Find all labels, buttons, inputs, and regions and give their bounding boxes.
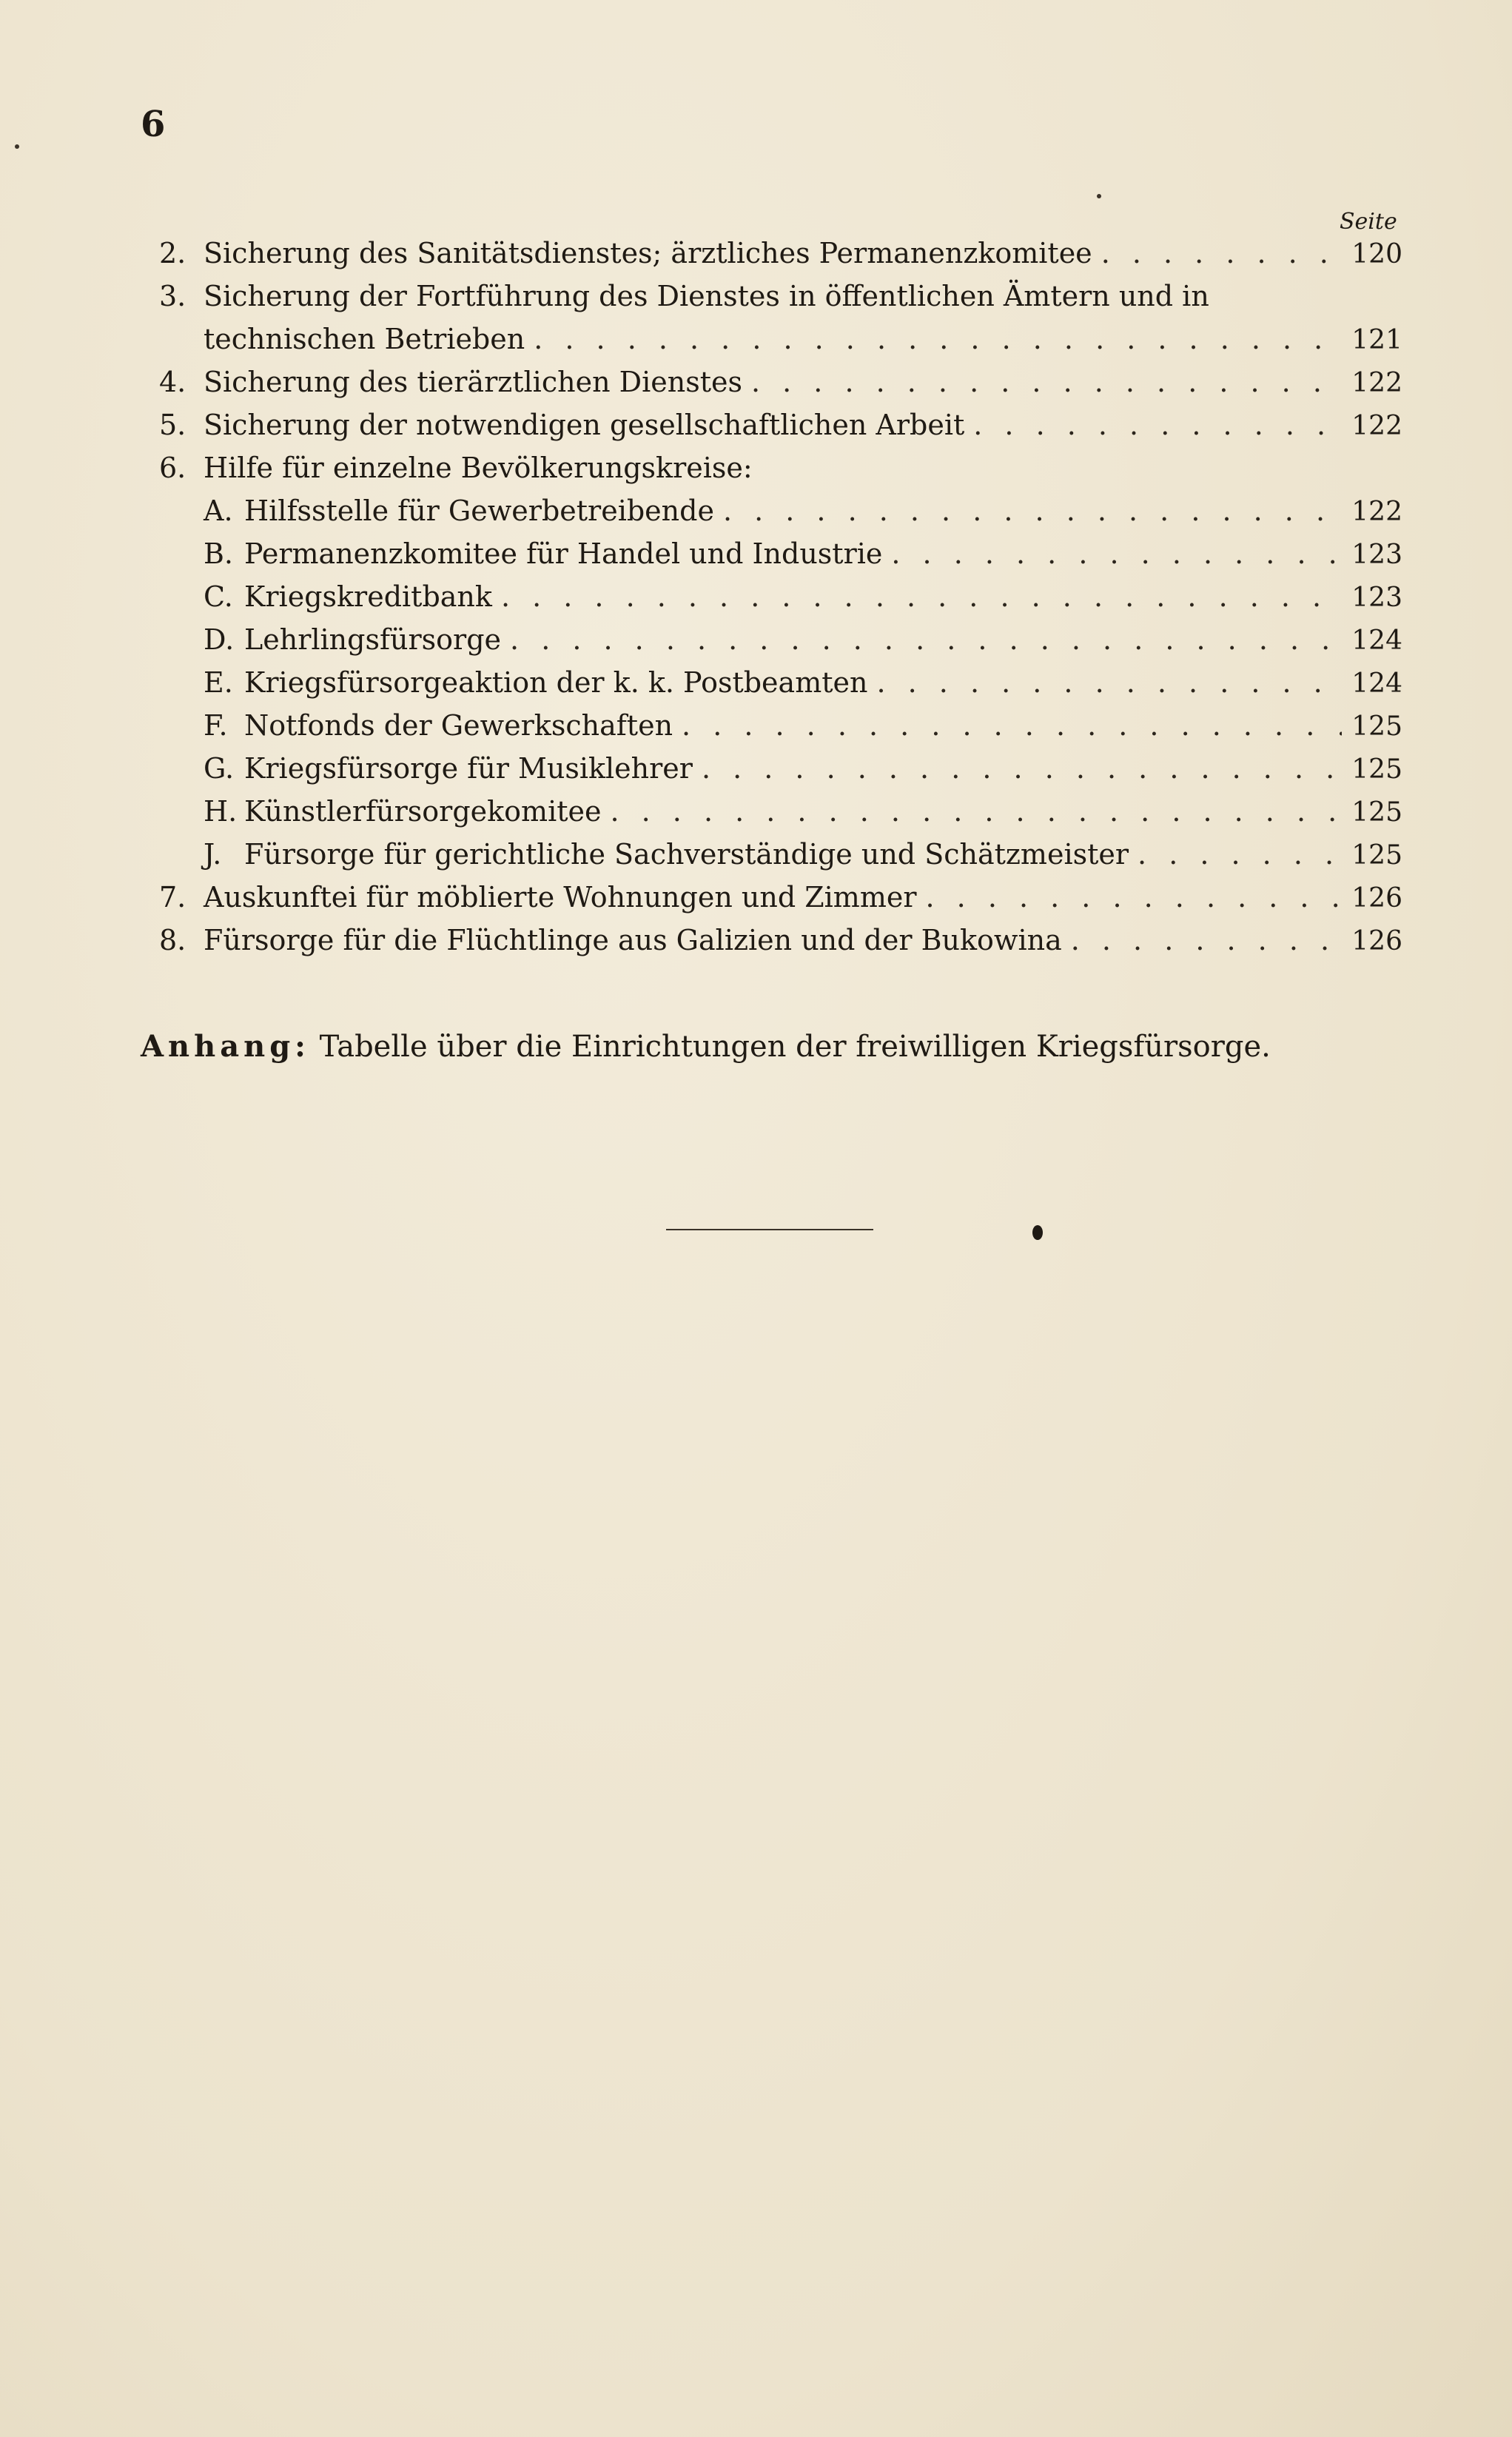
toc-entry-title: Hilfsstelle für Gewerbetreibende	[244, 495, 714, 527]
toc-entry-number: B.	[204, 537, 234, 570]
toc-leader-dots	[751, 366, 1342, 398]
toc-entry-title: Lehrlingsfürsorge	[244, 623, 502, 656]
toc-entry-page: 126	[1351, 926, 1402, 956]
appendix-line	[141, 1029, 1271, 1064]
appendix-text: Tabelle über die Einrichtungen der freiwilligen Kriegsfürsorge.	[319, 1030, 1271, 1064]
toc-leader-dots	[973, 409, 1342, 441]
toc-leader-dots	[891, 537, 1342, 570]
page-number: 6	[141, 104, 166, 145]
toc-entry-number: A.	[204, 495, 233, 527]
toc-entry	[159, 537, 1402, 580]
toc-entry-page: 120	[1351, 239, 1402, 269]
toc-entry-title: Permanenzkomitee für Handel und Industrie	[244, 537, 883, 570]
toc-entry-title: Fürsorge für die Flüchtlinge aus Galizien und der Bukowina	[204, 924, 1062, 956]
toc-entry	[159, 795, 1402, 838]
ink-speck	[15, 144, 19, 149]
toc-entry	[159, 495, 1402, 537]
toc-entry	[159, 881, 1402, 924]
toc-entry	[159, 409, 1402, 452]
ink-dot	[1032, 1225, 1043, 1240]
toc-entry-number: 2.	[159, 237, 187, 269]
toc-leader-dots	[510, 623, 1342, 656]
toc-entry-number: F.	[204, 709, 228, 742]
toc-entry-title: Kriegskreditbank	[244, 580, 492, 613]
toc-entry-title: Künstlerfürsorgekomitee	[244, 795, 602, 828]
toc-leader-dots	[682, 709, 1342, 742]
toc-entry-page: 125	[1351, 840, 1402, 871]
toc-entry-title: Sicherung der Fortführung des Dienstes in öffentlichen Ämtern und in	[204, 280, 1209, 312]
toc-entry-page: 122	[1351, 497, 1402, 527]
toc-entry	[159, 666, 1402, 709]
toc-entry	[159, 280, 1402, 323]
toc-entry-number: G.	[204, 752, 235, 785]
column-header-seite: Seite	[1340, 209, 1397, 235]
toc-entry-page: 125	[1351, 797, 1402, 828]
toc-entry-title: Notfonds der Gewerkschaften	[244, 709, 673, 742]
toc-entry-number: 3.	[159, 280, 187, 312]
table-of-contents	[159, 237, 1402, 967]
toc-entry-number: E.	[204, 666, 233, 699]
toc-leader-dots	[1101, 237, 1342, 269]
toc-leader-dots	[876, 666, 1342, 699]
toc-entry-title: Sicherung der notwendigen gesellschaftlichen Arbeit	[204, 409, 965, 441]
toc-leader-dots	[534, 323, 1342, 355]
toc-entry-page: 121	[1351, 325, 1402, 355]
toc-entry-page: 124	[1351, 668, 1402, 699]
toc-entry-title: Sicherung des Sanitätsdienstes; ärztliches Permanenzkomitee	[204, 237, 1092, 269]
toc-entry-number: 6.	[159, 452, 187, 484]
toc-entry	[159, 323, 1402, 366]
toc-entry-number: H.	[204, 795, 238, 828]
toc-entry-title: technischen Betrieben	[204, 323, 525, 355]
toc-entry	[159, 838, 1402, 881]
toc-entry-page: 122	[1351, 368, 1402, 398]
toc-entry	[159, 709, 1402, 752]
toc-leader-dots	[501, 580, 1342, 613]
toc-entry-title: Sicherung des tierärztlichen Dienstes	[204, 366, 742, 398]
toc-entry-title: Kriegsfürsorgeaktion der k. k. Postbeamten	[244, 666, 868, 699]
toc-entry-page: 126	[1351, 883, 1402, 914]
toc-entry-page: 123	[1351, 540, 1402, 570]
toc-leader-dots	[926, 881, 1342, 914]
appendix-label: Anhang:	[141, 1029, 310, 1064]
toc-leader-dots	[1138, 838, 1342, 871]
toc-leader-dots	[702, 752, 1342, 785]
toc-entry-page: 125	[1351, 711, 1402, 742]
toc-entry-title: Auskunftei für möblierte Wohnungen und Zimmer	[204, 881, 917, 914]
toc-leader-dots	[1071, 924, 1342, 956]
section-divider	[666, 1229, 873, 1230]
toc-entry	[159, 580, 1402, 623]
toc-entry-number: 7.	[159, 881, 187, 914]
toc-entry-page: 122	[1351, 411, 1402, 441]
toc-leader-dots	[610, 795, 1342, 828]
toc-entry-number: 8.	[159, 924, 187, 956]
toc-entry-number: C.	[204, 580, 233, 613]
toc-entry-number: 5.	[159, 409, 187, 441]
toc-entry-page: 123	[1351, 583, 1402, 613]
toc-entry-title: Hilfe für einzelne Bevölkerungskreise:	[204, 452, 753, 484]
toc-leader-dots	[723, 495, 1342, 527]
toc-entry-title: Fürsorge für gerichtliche Sachverständige und Schätzmeister	[244, 838, 1129, 871]
ink-speck	[1097, 194, 1101, 198]
toc-entry-title: Kriegsfürsorge für Musiklehrer	[244, 752, 693, 785]
toc-entry	[159, 366, 1402, 409]
toc-entry	[159, 924, 1402, 967]
toc-entry-number: J.	[204, 838, 222, 871]
toc-entry-number: D.	[204, 623, 235, 656]
toc-entry-page: 125	[1351, 754, 1402, 785]
toc-entry	[159, 752, 1402, 795]
toc-entry	[159, 623, 1402, 666]
toc-entry-page: 124	[1351, 626, 1402, 656]
toc-entry	[159, 452, 1402, 495]
toc-entry-number: 4.	[159, 366, 187, 398]
toc-entry	[159, 237, 1402, 280]
